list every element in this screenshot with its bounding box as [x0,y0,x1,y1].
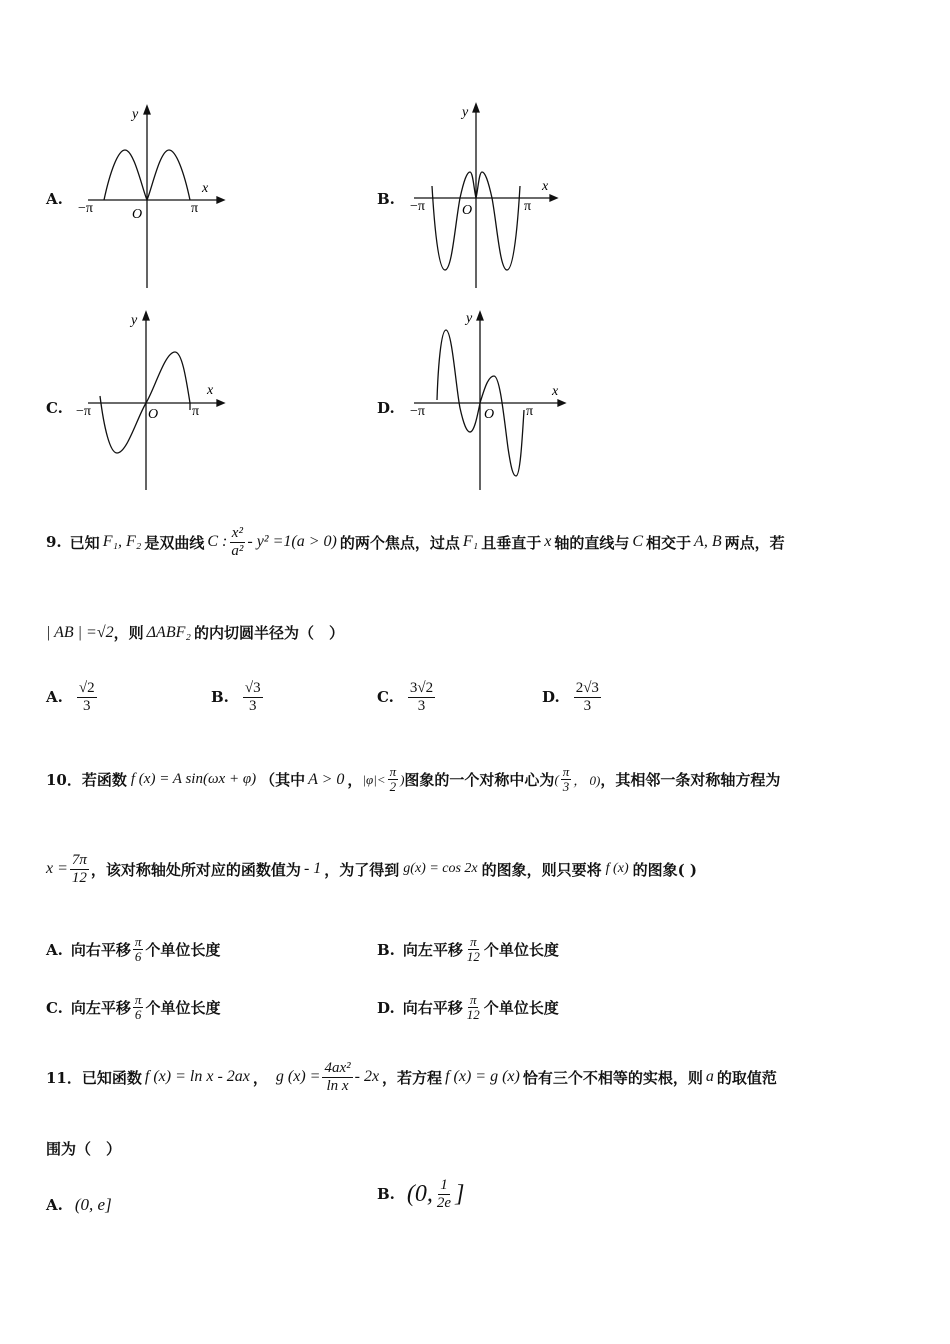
x-axis-arrow-icon [217,197,224,203]
q11-option-b-post: ] [455,1180,465,1207]
q10-option-d-frac [465,993,482,1023]
q9-a2: a² [231,542,244,559]
q11-option-b-frac [435,1177,453,1211]
q9-text-5: 轴的直线与 [554,533,630,552]
q10-cond1: A > 0 [308,770,345,788]
q9-abs-ab: | AB | =√2 [46,623,114,641]
q9-foci: F₁, F₂ [102,533,142,550]
origin-label: O [462,203,473,218]
graph-option-a-label: A. [46,190,63,208]
q9-option-a-label: A. [46,688,63,706]
graph-c [72,308,232,498]
q10-option-b-post: 个单位长度 [483,941,559,960]
q10-option-c-post: 个单位长度 [145,999,221,1018]
q9-text-3: 的两个焦点，过点 [339,533,460,552]
q10-option-c[interactable] [46,993,220,1023]
x-label: x [542,179,549,194]
q10-center-close: ， 0) [573,773,601,789]
q9-option-b[interactable] [211,680,265,714]
q9-option-b-den: 3 [249,697,257,714]
y-axis-arrow-icon [477,312,483,320]
q9-f1: F₁ [462,533,479,550]
q10-g-func: g(x) = cos 2x [403,861,478,876]
q9-option-c-label: C. [377,688,394,706]
q9-text-4: 且垂直于 [481,533,542,552]
q11-line1 [46,1060,777,1094]
q9-curve-name: C : [207,533,228,550]
y-axis-arrow-icon [143,312,149,320]
q9-text-8: ，则 [113,624,144,642]
q9-text-6: 相交于 [646,533,692,552]
q10-center-open: ( [554,771,559,787]
q10-option-d-label: D. [377,998,395,1017]
q10-text-2: （其中 [260,771,306,790]
q9-text-1: 已知 [69,533,100,552]
x-label: x [552,384,559,399]
q11-option-a[interactable] [46,1195,112,1215]
q9-line2 [46,622,344,643]
x-axis-arrow-icon [558,400,565,406]
q9-option-d-num: 2√3 [575,680,599,696]
q11-text-4: 的取值范 [716,1068,777,1087]
q10-f-ref: f (x) [605,861,629,876]
q10-option-b[interactable] [377,935,559,965]
q10-option-a-frac [133,935,144,965]
q11-option-b-num: 1 [440,1177,448,1193]
q10-line2 [46,852,697,886]
origin-label: O [484,407,495,422]
x-axis-arrow-icon [217,400,224,406]
origin-label: O [132,207,143,222]
q11-g-num: 4ax² [324,1060,351,1076]
q10-axis-eq: x = [46,860,68,877]
q10-option-a-den: 6 [134,949,142,965]
q10-7pi: 7π [71,852,87,868]
pi-label: π [191,201,199,216]
graph-d [400,308,570,498]
q10-option-b-den: 12 [466,949,480,965]
neg-pi-label: −π [76,404,91,419]
q11-option-b-den: 2e [436,1194,452,1211]
q11-line2: 围为（ ） [46,1140,122,1158]
q11-f-func: f (x) = ln x - 2ax [144,1068,250,1085]
y-axis-arrow-icon [144,106,150,114]
q10-option-c-den: 6 [134,1007,142,1023]
q10-twelve: 12 [71,869,87,886]
origin-label: O [148,407,159,422]
q10-pi-num-2: π [562,764,570,779]
q9-text-2: 是双曲线 [144,533,205,552]
q10-func: f (x) = A sin(ωx + φ) [130,771,257,788]
q10-option-d-num: π [469,992,477,1007]
q11-option-b-label: B. [377,1185,395,1203]
q9-text-7: 两点，若 [724,533,785,552]
q10-option-b-frac [465,935,482,965]
q10-value: - 1 [303,860,322,877]
q11-avar: a [705,1068,714,1085]
q10-text-6: ，为了得到 [324,860,400,879]
graph-option-b-label: B. [377,190,395,208]
q9-xvar: x [544,533,552,550]
q10-option-a[interactable] [46,935,220,965]
q10-7pi-over-12 [70,852,89,886]
q10-cond2-end: ) [400,771,405,787]
q10-option-a-label: A. [46,940,63,959]
y-label: y [466,311,473,326]
q11-text-3: 恰有三个不相等的实根，则 [522,1068,703,1087]
x-label: x [202,181,209,196]
graph-option-c-label: C. [46,399,63,417]
q10-option-d-post: 个单位长度 [483,999,559,1018]
q9-triangle: ΔABF₂ [146,623,191,641]
q9-option-a-value [77,680,97,714]
q11-g-frac [322,1060,352,1094]
q10-option-b-label: B. [377,940,395,959]
q11-sep: ， [252,1068,268,1087]
q10-line1 [46,765,780,795]
q10-two-den: 2 [389,779,397,795]
q10-text-7: 的图象，则只要将 [481,860,602,879]
q10-text-1: 若函数 [81,771,127,790]
q10-option-c-num: π [134,992,142,1007]
q10-sep: ， [347,771,363,790]
q10-option-b-num: π [470,934,477,949]
q9-x2-over-a2 [229,525,245,559]
q9-option-a-den: 3 [82,697,91,714]
q10-text-5: ，该对称轴处所对应的函数值为 [90,860,301,879]
q9-option-d-den: 3 [583,697,592,714]
x-axis-arrow-icon [550,195,557,201]
y-label: y [462,105,469,120]
q11-option-b[interactable] [377,1177,464,1211]
q10-option-d[interactable] [377,993,559,1023]
q10-option-c-pre: 向左平移 [70,999,131,1018]
q10-option-c-frac [133,993,144,1023]
q11-g-rest: - 2x [354,1068,380,1085]
q11-text-2: ，若方程 [382,1068,443,1087]
q10-option-c-label: C. [46,998,63,1017]
q9-option-c-value [408,680,435,714]
q10-option-b-pre: 向左平移 [402,941,463,960]
q10-pi-over-2 [388,765,399,795]
q10-text-4: ，其相邻一条对称轴方程为 [600,771,781,790]
q11-g-den: ln x [326,1077,349,1094]
q9-option-a-num: √2 [78,680,95,696]
q10-cond2: |φ|< [362,771,386,787]
q11-option-a-value: (0, e] [74,1195,112,1214]
neg-pi-label: −π [410,404,425,419]
q9-option-a[interactable] [46,680,99,714]
q11-g-lhs: g (x) = [275,1068,321,1085]
q10-option-a-post: 个单位长度 [145,941,221,960]
q10-number: 10． [46,771,82,790]
y-label: y [132,107,139,122]
q9-ab: A, B [694,533,722,550]
q11-option-a-label: A. [46,1196,63,1214]
q10-option-a-pre: 向右平移 [70,941,131,960]
q10-pi-num: π [389,764,397,779]
q10-three-den: 3 [562,779,570,795]
q9-option-c-den: 3 [417,697,426,714]
q10-text-3: 图象的一个对称中心为 [404,771,555,790]
y-axis-arrow-icon [473,104,479,112]
q9-option-b-label: B. [211,688,229,706]
q9-number: 9. [46,533,62,551]
neg-pi-label: −π [78,201,93,216]
q9-text-9: 的内切圆半径为（ ） [193,624,344,642]
q9-option-c[interactable] [377,680,437,714]
graph-b [400,100,565,295]
x-label: x [207,383,214,398]
q9-option-d-label: D. [542,688,560,706]
q9-line1 [46,525,785,559]
graph-a [72,100,232,295]
q9-option-b-value [243,680,263,714]
q9-option-d-value [574,680,601,714]
q11-option-b-pre: (0, [406,1180,433,1207]
q10-option-a-num: π [134,934,142,949]
q10-option-d-pre: 向右平移 [402,999,463,1018]
pi-label: π [524,199,532,214]
q9-cvar: C [632,533,644,550]
q10-pi-over-3 [561,765,572,795]
q9-x2: x² [231,525,243,541]
pi-label: π [526,404,534,419]
q10-option-d-den: 12 [466,1007,480,1023]
q11-eq: f (x) = g (x) [445,1068,520,1085]
q9-option-c-num: 3√2 [409,680,434,696]
graph-option-d-label: D. [377,399,395,417]
pi-label: π [192,404,200,419]
q9-option-b-num: √3 [244,680,261,696]
q9-curve-rest: - y² =1(a > 0) [247,533,337,550]
y-label: y [131,313,138,328]
q10-text-8: 的图象( ) [632,860,698,879]
q9-option-d[interactable] [542,680,603,714]
q11-text-1: 已知函数 [81,1068,142,1087]
neg-pi-label: −π [410,199,425,214]
q11-number: 11． [46,1068,82,1087]
